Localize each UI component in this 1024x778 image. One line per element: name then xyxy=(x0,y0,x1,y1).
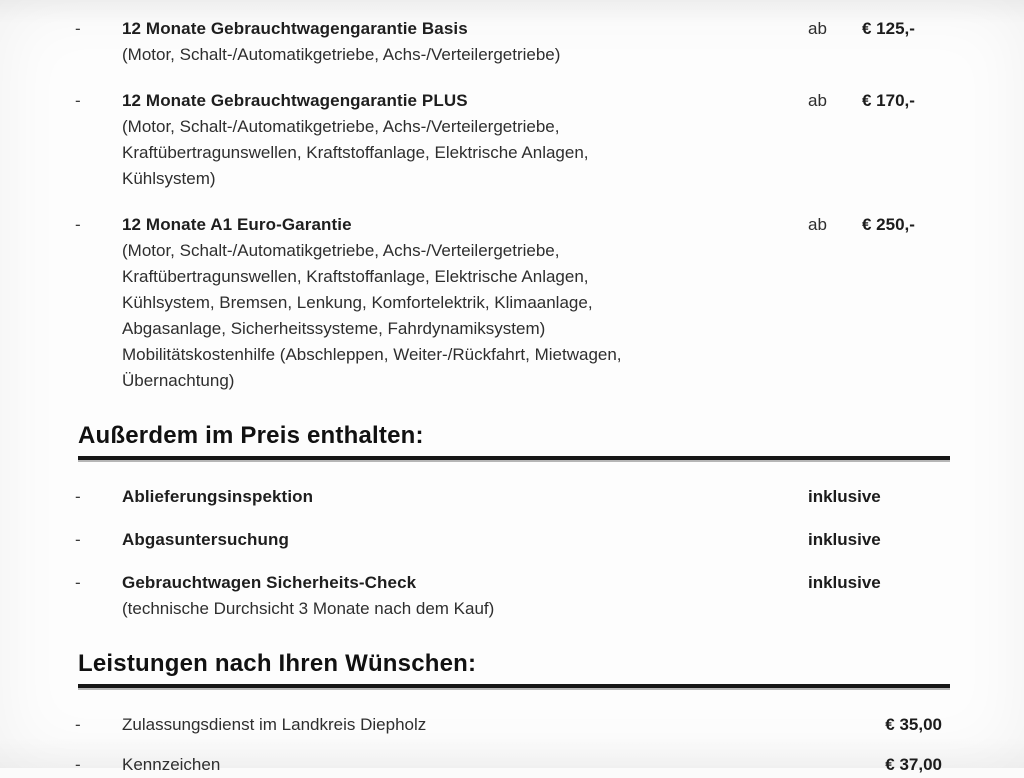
optional-item-row xyxy=(75,712,950,738)
optional-item-title: Zulassungsdienst im Landkreis Diepholz xyxy=(122,715,427,734)
item-bullet: - xyxy=(75,215,81,234)
included-item-row xyxy=(75,570,950,622)
optional-section-heading-text: Leistungen nach Ihren Wünschen: xyxy=(78,650,477,677)
warranty-item-content xyxy=(122,212,808,394)
included-item-details xyxy=(122,596,808,622)
price-value: € 170,- xyxy=(862,91,915,110)
item-detail-line: (Motor, Schalt-/Automatikgetriebe, Achs-/Verteilergetriebe) xyxy=(122,45,561,64)
item-detail-line: Mobilitätskostenhilfe (Abschleppen, Weiter-/Rückfahrt, Mietwagen, xyxy=(122,345,622,364)
included-item-title: Ablieferungsinspektion xyxy=(122,487,314,506)
warranty-item-row xyxy=(75,212,950,394)
price-value: € 37,00 xyxy=(885,755,942,774)
item-detail-line: Kraftübertragunswellen, Kraftstoffanlage, Elektrische Anlagen, xyxy=(122,143,589,162)
warranty-item-title: 12 Monate A1 Euro-Garantie xyxy=(122,215,352,234)
included-item-title: Abgasuntersuchung xyxy=(122,530,289,549)
included-list xyxy=(75,484,950,622)
item-bullet: - xyxy=(75,573,81,592)
included-item-content xyxy=(122,527,808,553)
warranty-item-price-group xyxy=(808,88,950,114)
price-value: € 250,- xyxy=(862,215,915,234)
warranty-item-details xyxy=(122,238,808,394)
optional-item-row xyxy=(75,752,950,778)
price-value: € 125,- xyxy=(862,19,915,38)
item-detail-line: (Motor, Schalt-/Automatikgetriebe, Achs-/Verteilergetriebe, xyxy=(122,241,560,260)
warranty-item-details xyxy=(122,114,808,192)
item-bullet: - xyxy=(75,487,81,506)
optional-item-price-group xyxy=(808,752,950,778)
warranty-item-content xyxy=(122,16,808,68)
status-value: inklusive xyxy=(808,530,881,549)
price-prefix: ab xyxy=(808,215,827,234)
price-prefix: ab xyxy=(808,91,827,110)
item-detail-line: Abgasanlage, Sicherheitssysteme, Fahrdynamiksystem) xyxy=(122,319,546,338)
warranty-item-price-group xyxy=(808,16,950,42)
item-bullet: - xyxy=(75,755,81,774)
optional-item-title: Kennzeichen xyxy=(122,755,221,774)
optional-list xyxy=(75,712,950,778)
optional-section-heading xyxy=(78,649,950,688)
optional-item-price-group xyxy=(808,712,950,738)
included-item-row xyxy=(75,484,950,510)
item-bullet: - xyxy=(75,715,81,734)
included-item-content xyxy=(122,484,808,510)
warranty-item-row xyxy=(75,88,950,192)
item-detail-line: Kühlsystem, Bremsen, Lenkung, Komfortelektrik, Klimaanlage, xyxy=(122,293,593,312)
price-prefix: ab xyxy=(808,19,827,38)
included-section-heading-text: Außerdem im Preis enthalten: xyxy=(78,422,424,449)
included-item-status-group xyxy=(808,484,950,510)
warranty-item-row xyxy=(75,16,950,68)
item-detail-line: (technische Durchsicht 3 Monate nach dem Kauf) xyxy=(122,599,495,618)
item-detail-line: Übernachtung) xyxy=(122,371,235,390)
included-item-content xyxy=(122,570,808,622)
optional-item-content xyxy=(122,752,808,778)
warranty-item-title: 12 Monate Gebrauchtwagengarantie Basis xyxy=(122,19,468,38)
item-detail-line: (Motor, Schalt-/Automatikgetriebe, Achs-/Verteilergetriebe, xyxy=(122,117,560,136)
included-item-status-group xyxy=(808,527,950,553)
item-bullet: - xyxy=(75,530,81,549)
warranty-item-content xyxy=(122,88,808,192)
included-item-status-group xyxy=(808,570,950,596)
optional-item-content xyxy=(122,712,808,738)
warranty-item-title: 12 Monate Gebrauchtwagengarantie PLUS xyxy=(122,91,468,110)
item-detail-line: Kraftübertragunswellen, Kraftstoffanlage, Elektrische Anlagen, xyxy=(122,267,589,286)
included-item-title: Gebrauchtwagen Sicherheits-Check xyxy=(122,573,417,592)
item-bullet: - xyxy=(75,91,81,110)
price-value: € 35,00 xyxy=(885,715,942,734)
item-detail-line: Kühlsystem) xyxy=(122,169,216,188)
status-value: inklusive xyxy=(808,487,881,506)
warranty-item-details xyxy=(122,42,808,68)
status-value: inklusive xyxy=(808,573,881,592)
included-section-heading xyxy=(78,421,950,460)
warranty-list xyxy=(75,16,950,394)
warranty-item-price-group xyxy=(808,212,950,238)
item-bullet: - xyxy=(75,19,81,38)
included-item-row xyxy=(75,527,950,553)
